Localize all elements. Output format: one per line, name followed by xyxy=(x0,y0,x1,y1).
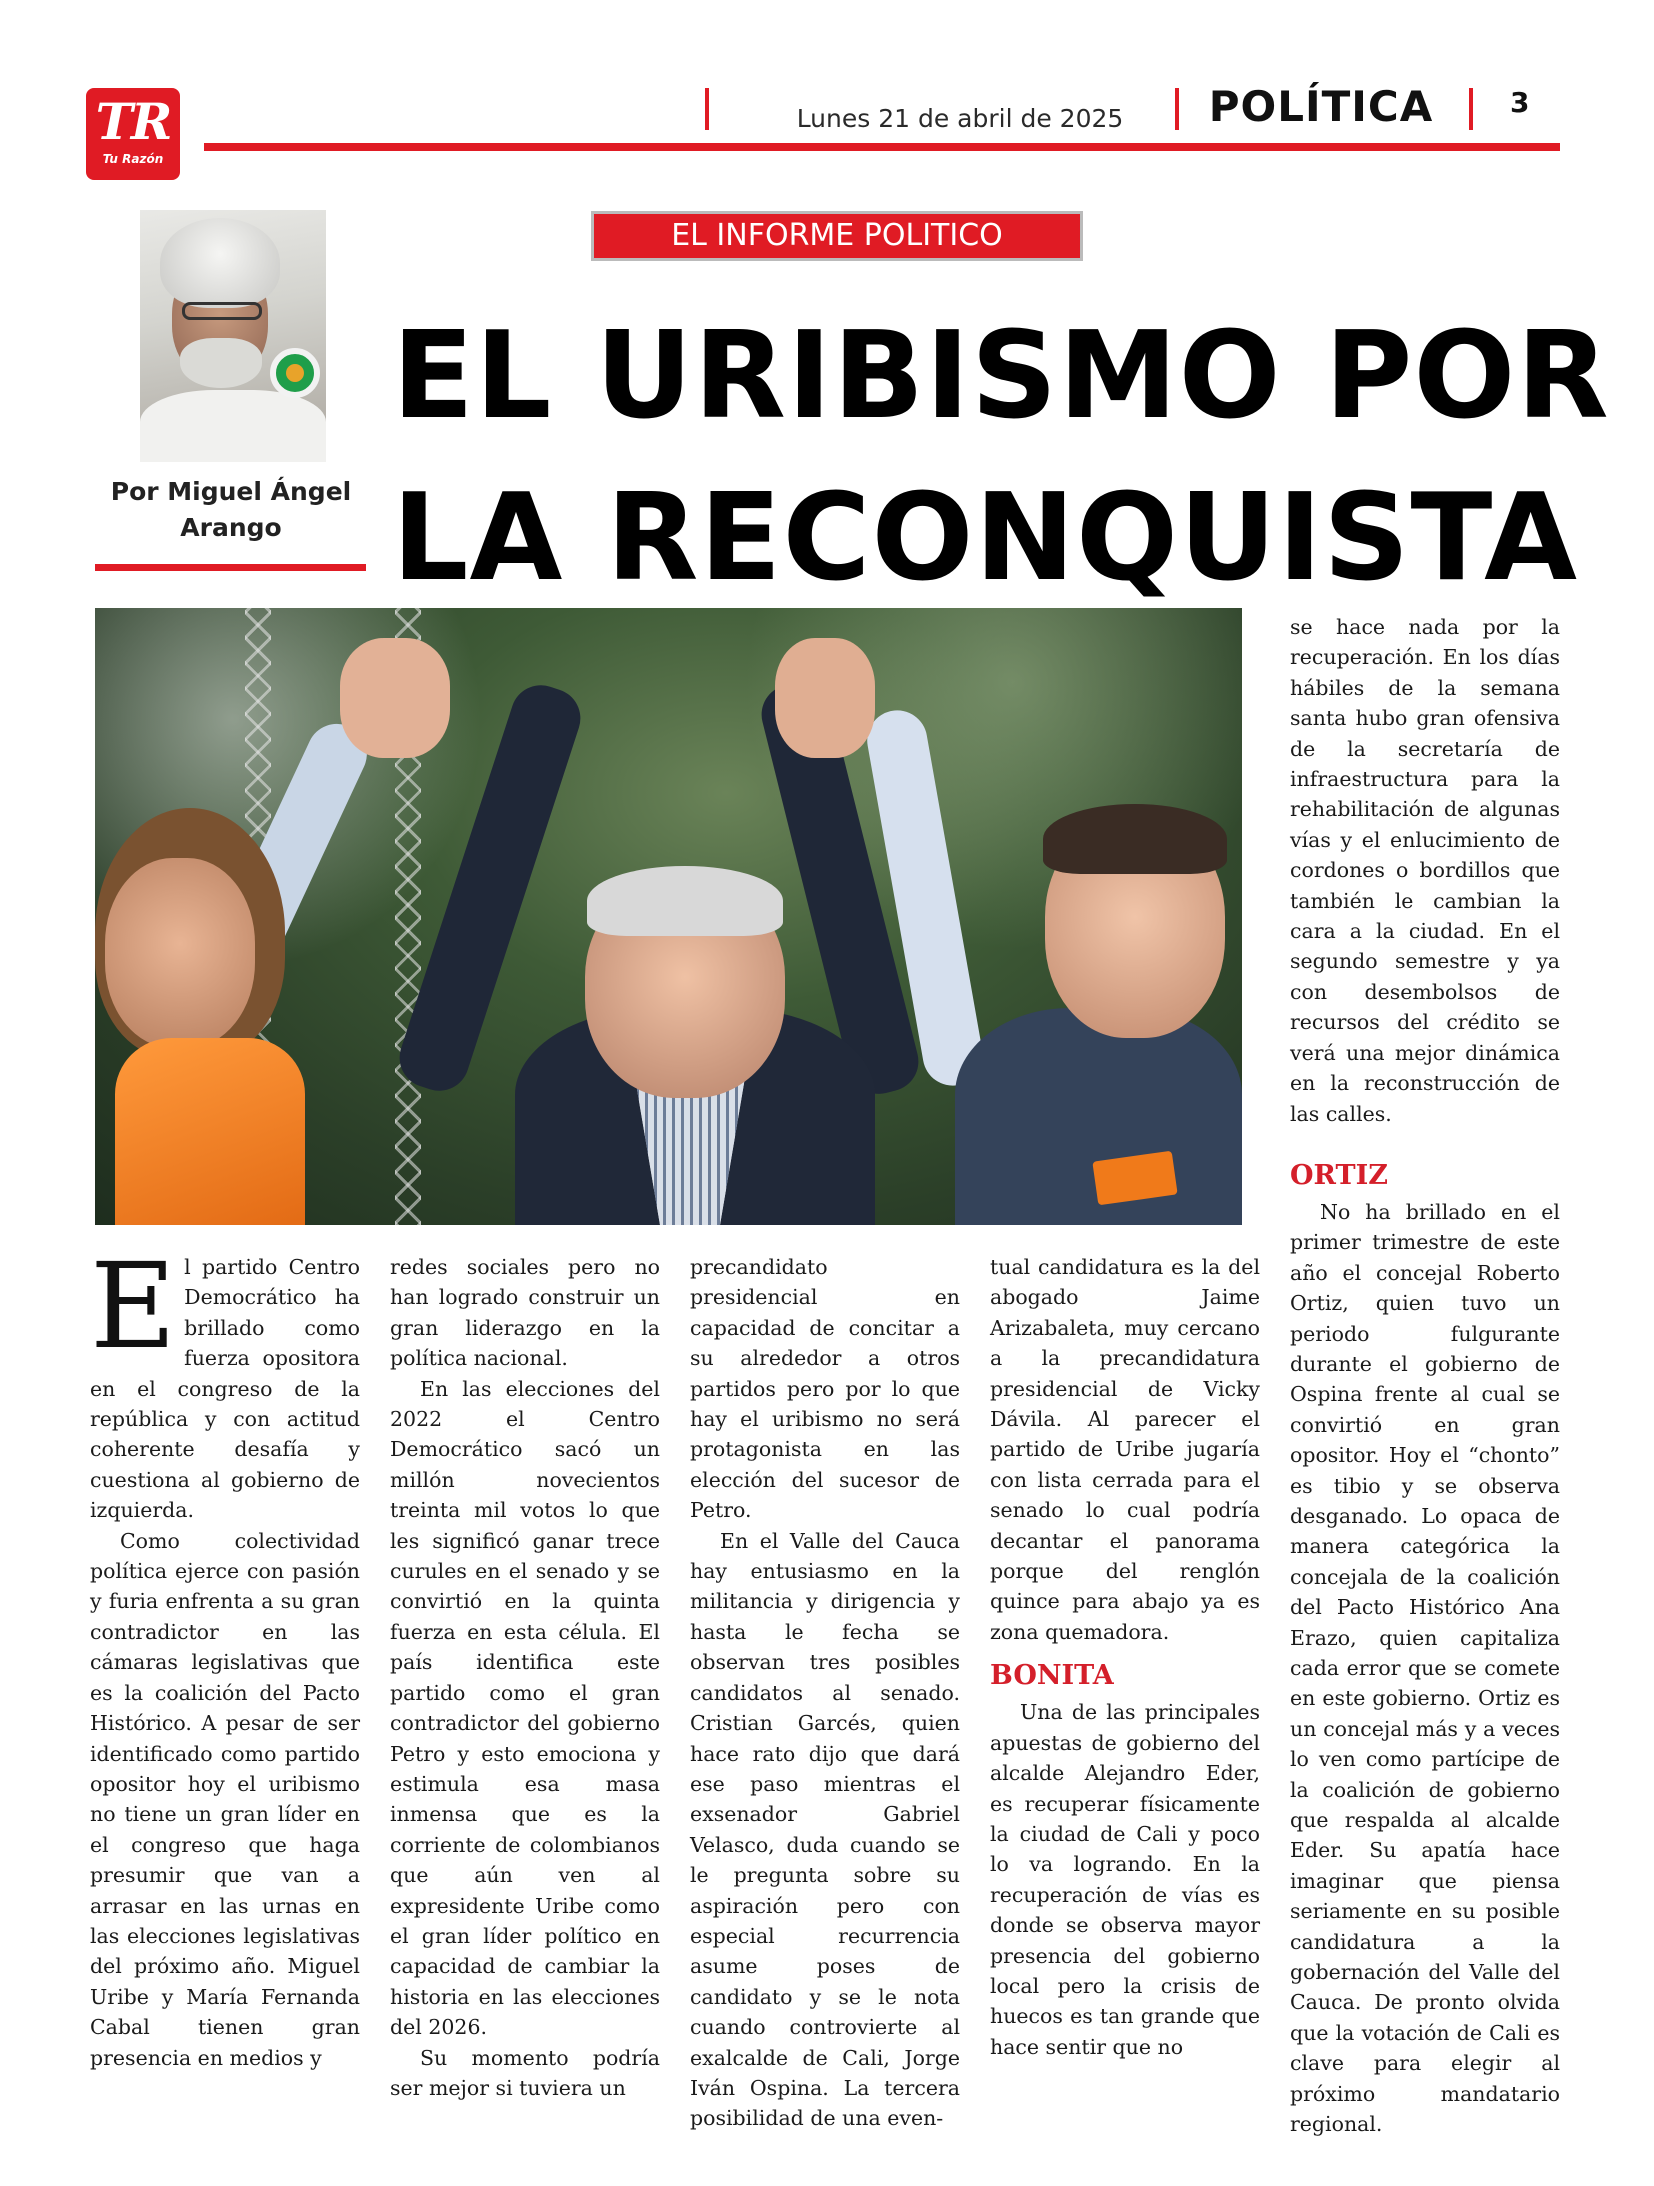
subhead-ortiz: ORTIZ xyxy=(1290,1159,1388,1191)
paragraph: se hace nada por la recuperación. En los días hábiles de la semana santa hubo gran ofensiva de la secretaría de infraestructura para la rehabilitación de algunas vías y el enlucimiento de cordones o bordillos que también le cambian la cara a la ciudad. En el segundo semestre y ya con desembolsos de recursos del crédito se verá una mejor dinámica en la reconstrucción de las calles. xyxy=(1290,615,1560,1126)
header-divider xyxy=(1175,88,1179,130)
paragraph: redes sociales pero no han logrado construir un gran liderazgo en la política nacional. xyxy=(390,1255,660,1371)
article-column-2 xyxy=(390,1252,660,2103)
author-rule xyxy=(95,564,366,571)
drop-cap: E xyxy=(90,1237,177,1375)
header-divider xyxy=(1469,88,1473,130)
author-photo xyxy=(140,210,326,462)
paragraph: Su momento podría ser mejor si tuviera un xyxy=(390,2045,660,2100)
paragraph: En las elecciones del 2022 el Centro Democrático sacó un millón novecientos treinta mil votos lo que les significó ganar trece curules en el senado y se convirtió en la quinta fuerza en esta célula. El país identifica este partido como el gran contradictor del gobierno Petro y esto emociona y estimula esa masa inmensa que es la corriente de colombianos que aún ven al expresidente Uribe como el gran líder político en capacidad de cambiar la historia en las elecciones del 2026. xyxy=(390,1376,660,2040)
column-kicker: EL INFORME POLITICO xyxy=(594,214,1080,258)
issue-date: Lunes 21 de abril de 2025 xyxy=(796,104,1124,133)
article-column-5 xyxy=(1290,612,1560,2140)
author-byline xyxy=(96,474,366,546)
header-rule xyxy=(204,143,1560,151)
paragraph: tual candidatura es la del abogado Jaime Arizabaleta, muy cercano a la precandidatura presidencial de Vicky Dávila. Al parecer el partido de Uribe jugaría con lista cerrada para el senado lo cual podría decantar el panorama porque del renglón quince para abajo ya es zona quemadora. xyxy=(990,1255,1260,1644)
article-column-1 xyxy=(90,1237,360,2073)
paragraph: En el Valle del Cauca hay entusiasmo en la militancia y dirigencia y hasta le fecha se observan tres posibles candidatos al senado. Cristian Garcés, quien hace rato dijo que dará ese paso mientras el exsenador Gabriel Velasco, duda cuando se le pregunta sobre su aspiración pero con especial recurrencia asume poses de candidato y se le nota cuando controvierte al exalcalde de Cali, Jorge Iván Ospina. La tercera posibilidad de una even- xyxy=(690,1528,960,2131)
paragraph: precandidato presidencial en capacidad de concitar a su alrededor a otros partidos pero por lo que hay el uribismo no será protagonista en las elección del sucesor de Petro. xyxy=(690,1255,960,1523)
newspaper-logo[interactable] xyxy=(86,88,180,180)
page-number: 3 xyxy=(1510,86,1530,119)
subhead-bonita: BONITA xyxy=(990,1660,1114,1692)
paragraph: No ha brillado en el primer trimestre de este año el concejal Roberto Ortiz, quien tuvo un periodo fulgurante durante el gobierno de Ospina frente al cual se convirtió en gran opositor. Hoy el “chonto” es tibio y se observa desganado. Lo opaca de manera categórica la concejala de la coalición del Pacto Histórico Ana Erazo, quien capitaliza cada error que se comete en este gobierno. Ortiz es un concejal más y a veces lo ven como partícipe de la coalición de gobierno que respalda al alcalde Eder. Su apatía hace imaginar que piensa seriamente en su posible candidatura a la gobernación del Valle del Cauca. De pronto olvida que la votación de Cali es clave para elegir al próximo mandatario regional. xyxy=(1290,1199,1560,2137)
byline-line-1: Por Miguel Ángel xyxy=(110,477,352,506)
paragraph: l partido Centro Democrático ha brillado como fuerza opositora en el congreso de la república y con actitud coherente desafía y cuestiona al gobierno de izquierda. xyxy=(90,1255,360,1523)
article-headline xyxy=(392,296,1610,620)
section-title: POLÍTICA xyxy=(1208,82,1434,131)
headline-line-1: EL URIBISMO POR xyxy=(392,307,1610,446)
headline-line-2: LA RECONQUISTA xyxy=(392,469,1578,608)
header-divider xyxy=(705,88,709,130)
byline-line-2: Arango xyxy=(180,513,282,542)
article-column-4 xyxy=(990,1252,1260,2062)
paragraph: Una de las principales apuestas de gobierno del alcalde Alejandro Eder, es recuperar físicamente la ciudad de Cali y poco lo va logrando. En la recuperación de vías es donde se observa mayor presencia del gobierno local pero la crisis de huecos es tan grande que hace sentir que no xyxy=(990,1700,1260,2059)
logo-name: Tu Razón xyxy=(102,152,164,166)
main-photo xyxy=(95,608,1242,1225)
logo-letters: TR xyxy=(95,92,171,151)
paragraph: Como colectividad política ejerce con pasión y furia enfrenta a su gran contradictor en las cámaras legislativas que es la coalición del Pacto Histórico. A pesar de ser identificado como partido opositor hoy el uribismo no tiene un gran líder en el congreso que haga presumir que van a arrasar en las urnas en las elecciones legislativas del próximo año. Miguel Uribe y María Fernanda Cabal tienen gran presencia en medios y xyxy=(90,1528,360,2070)
article-column-3 xyxy=(690,1252,960,2134)
